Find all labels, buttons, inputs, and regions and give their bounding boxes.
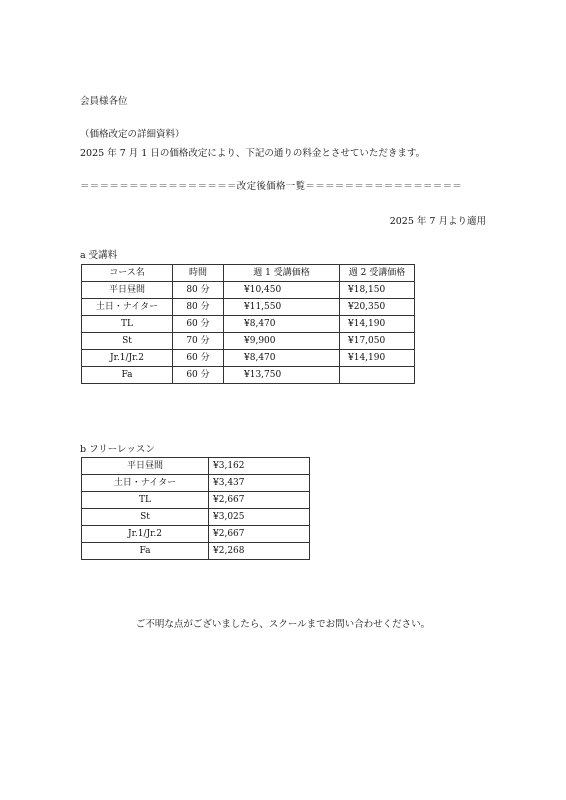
course-name-cell: TL	[82, 316, 173, 333]
effective-date: 2025 年 7 月より適用	[389, 216, 486, 227]
weekly-1-price-cell: ¥9,900	[224, 333, 340, 350]
column-header-course: コース名	[82, 265, 173, 282]
weekly-1-price-cell: ¥8,470	[224, 316, 340, 333]
table-row	[82, 367, 415, 384]
table-header-row	[82, 265, 415, 282]
table-row	[82, 458, 310, 475]
table-row	[82, 333, 415, 350]
column-header-weekly-2-price: 週 2 受講価格	[340, 265, 415, 282]
weekly-2-price-cell: ¥20,350	[340, 299, 415, 316]
column-header-weekly-1-price: 週 1 受講価格	[224, 265, 340, 282]
time-cell: 60 分	[173, 316, 224, 333]
time-cell: 80 分	[173, 282, 224, 299]
table-row	[82, 509, 310, 526]
course-name-cell: TL	[82, 492, 209, 509]
table-row	[82, 282, 415, 299]
course-name-cell: 平日昼間	[82, 282, 173, 299]
price-cell: ¥3,025	[209, 509, 310, 526]
course-name-cell: Jr.1/Jr.2	[82, 350, 173, 367]
price-change-notice: 2025 年 7 月 1 日の価格改定により、下記の通りの料金とさせていただきます。	[80, 148, 426, 159]
weekly-2-price-cell	[340, 367, 415, 384]
time-cell: 60 分	[173, 350, 224, 367]
price-cell: ¥2,667	[209, 526, 310, 543]
price-list-divider-title: ＝＝＝＝＝＝＝＝＝＝＝＝＝＝＝＝改定後価格一覧＝＝＝＝＝＝＝＝＝＝＝＝＝＝＝＝	[80, 181, 463, 192]
price-cell: ¥2,268	[209, 543, 310, 560]
weekly-2-price-cell: ¥14,190	[340, 316, 415, 333]
price-cell: ¥3,162	[209, 458, 310, 475]
time-cell: 70 分	[173, 333, 224, 350]
price-cell: ¥3,437	[209, 475, 310, 492]
document-subtitle: （価格改定の詳細資料）	[80, 129, 185, 140]
table-row	[82, 299, 415, 316]
course-name-cell: Fa	[82, 367, 173, 384]
section-b-label: b フリーレッスン	[80, 444, 155, 455]
course-name-cell: 土日・ナイター	[82, 475, 209, 492]
table-row	[82, 492, 310, 509]
weekly-2-price-cell: ¥18,150	[340, 282, 415, 299]
course-name-cell: St	[82, 333, 173, 350]
course-name-cell: St	[82, 509, 209, 526]
section-a-label: a 受講料	[80, 250, 118, 261]
weekly-2-price-cell: ¥14,190	[340, 350, 415, 367]
weekly-2-price-cell: ¥17,050	[340, 333, 415, 350]
weekly-1-price-cell: ¥8,470	[224, 350, 340, 367]
weekly-1-price-cell: ¥10,450	[224, 282, 340, 299]
tuition-table	[81, 264, 415, 384]
course-name-cell: 土日・ナイター	[82, 299, 173, 316]
weekly-1-price-cell: ¥11,550	[224, 299, 340, 316]
free-lesson-table	[81, 457, 310, 560]
greeting: 会員様各位	[80, 96, 128, 107]
price-cell: ¥2,667	[209, 492, 310, 509]
table-row	[82, 526, 310, 543]
weekly-1-price-cell: ¥13,750	[224, 367, 340, 384]
table-row	[82, 350, 415, 367]
table-row	[82, 475, 310, 492]
table-row	[82, 316, 415, 333]
time-cell: 80 分	[173, 299, 224, 316]
course-name-cell: Fa	[82, 543, 209, 560]
column-header-time: 時間	[173, 265, 224, 282]
table-row	[82, 543, 310, 560]
time-cell: 60 分	[173, 367, 224, 384]
closing-contact-note: ご不明な点がございましたら、スクールまでお問い合わせください。	[135, 619, 431, 630]
course-name-cell: Jr.1/Jr.2	[82, 526, 209, 543]
course-name-cell: 平日昼間	[82, 458, 209, 475]
